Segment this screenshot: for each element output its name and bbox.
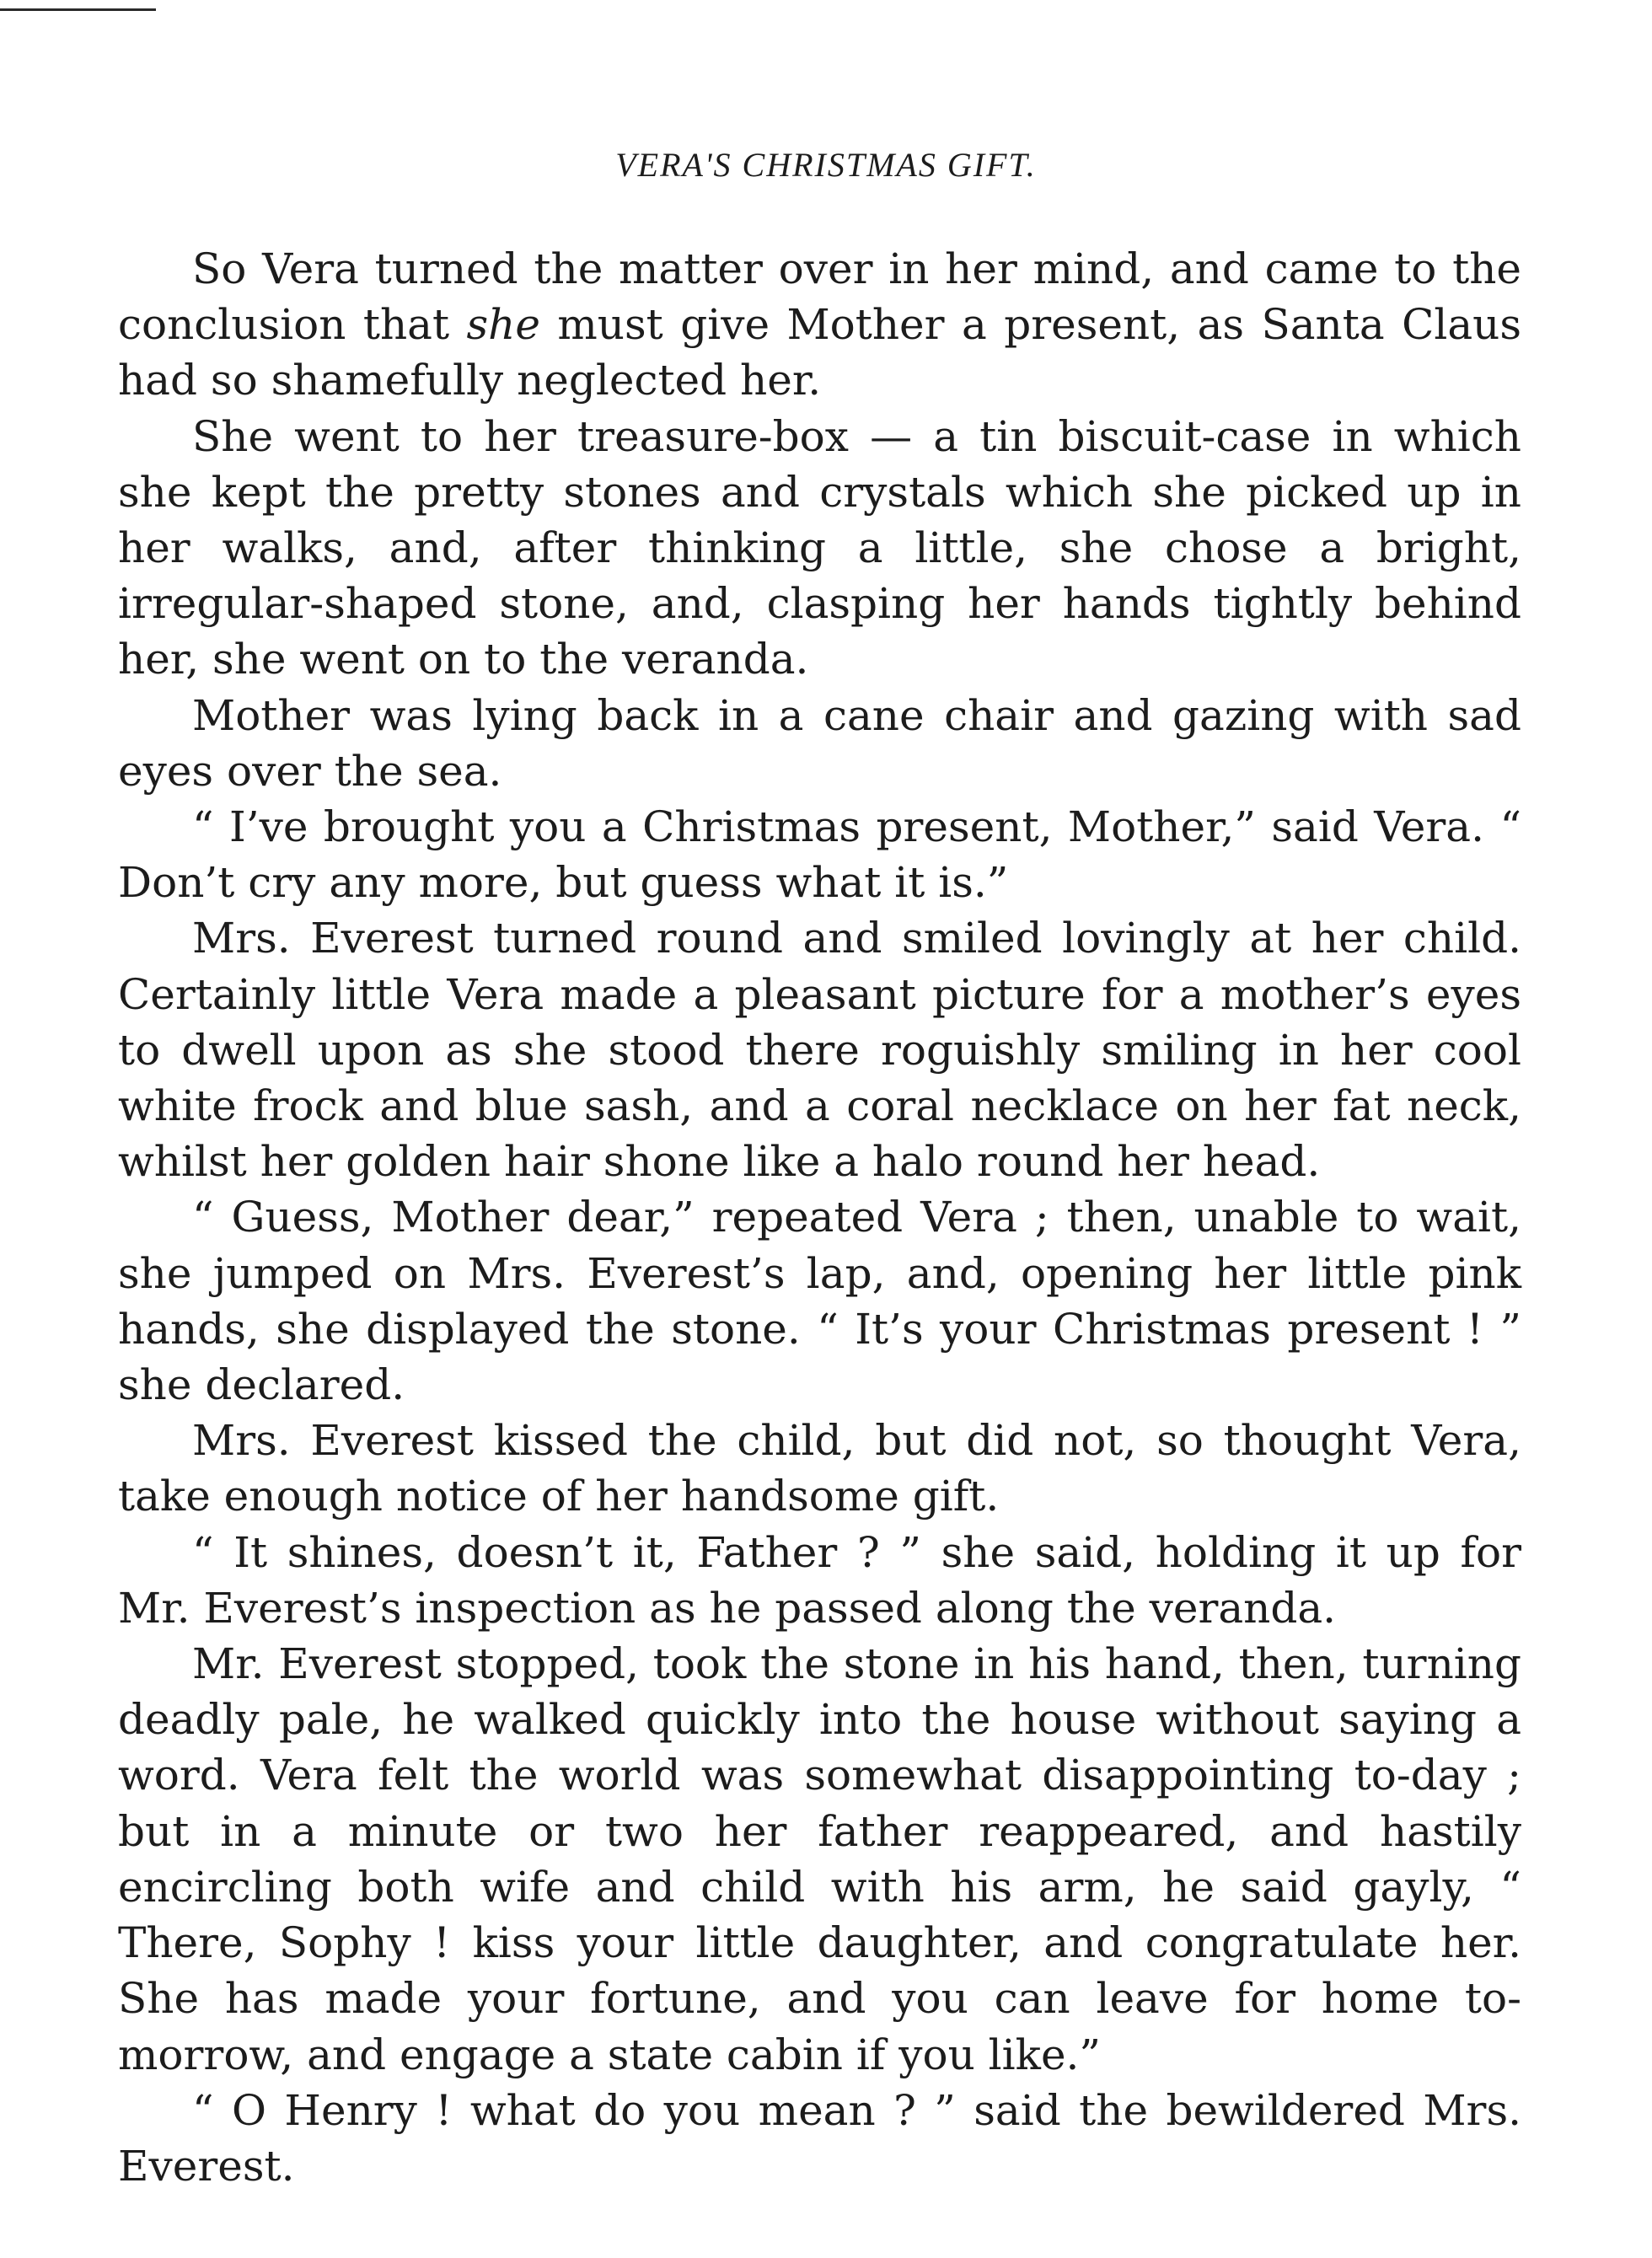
running-head: VERA'S CHRISTMAS GIFT. xyxy=(615,146,1037,184)
paragraph-5: Mrs. Everest turned round and smiled lovingly at her child. Certainly little Vera made a pleasant picture for a mother’s eyes to dwell upon as she stood there roguishly smiling in her cool white frock and blue sash, and a coral necklace on her fat neck, whilst her golden hair shone like a halo round her head. xyxy=(118,914,1521,1187)
corner-rule xyxy=(0,8,156,11)
paragraph-6: “ Guess, Mother dear,” repeated Vera ; then, unable to wait, she jumped on Mrs. Everest’s lap, and, opening her little pink hands, she displayed the stone. “ It’s your Christmas present ! ” she declared. xyxy=(118,1193,1521,1410)
paragraph-9: Mr. Everest stopped, took the stone in his hand, then, turning deadly pale, he walked quickly into the house without saying a word. Vera felt the world was somewhat disappointing to-day ; but in a minute or two her father reappeared, and hastily encircling both wife and child with his arm, he said gayly, “ There, Sophy ! kiss your little daughter, and congratulate her. She has made your fortune, and you can leave for home to-morrow, and engage a state cabin if you like.” xyxy=(118,1639,1521,2079)
emphasized-word: she xyxy=(466,300,540,350)
paragraph-4: “ I’ve brought you a Christmas present, Mother,” said Vera. “ Don’t cry any more, but guess what it is.” xyxy=(118,802,1521,908)
paragraph-3: Mother was lying back in a cane chair and gazing with sad eyes over the sea. xyxy=(118,690,1521,796)
paragraph-1 xyxy=(118,241,1521,409)
paragraph-8: “ It shines, doesn’t it, Father ? ” she said, holding it up for Mr. Everest’s inspection as he passed along the veranda. xyxy=(118,1527,1521,1633)
paragraph-10: “ O Henry ! what do you mean ? ” said the bewildered Mrs. Everest. xyxy=(118,2085,1521,2191)
paragraph-1-after: must give Mother a present, as Santa Claus had so shamefully neglected her. xyxy=(118,300,1521,405)
paragraph-2: She went to her treasure-box — a tin biscuit-case in which she kept the pretty stones and crystals which she picked up in her walks, and, after thinking a little, she chose a bright, irregular-shaped stone, and, clasping her hands tightly behind her, she went on to the veranda. xyxy=(118,411,1521,684)
paragraph-7: Mrs. Everest kissed the child, but did not, so thought Vera, take enough notice of her handsome gift. xyxy=(118,1416,1521,1521)
paragraph-1-before: So Vera turned the matter over in her mind, and came to the conclusion that xyxy=(118,244,1521,350)
story-text xyxy=(118,241,1521,2194)
